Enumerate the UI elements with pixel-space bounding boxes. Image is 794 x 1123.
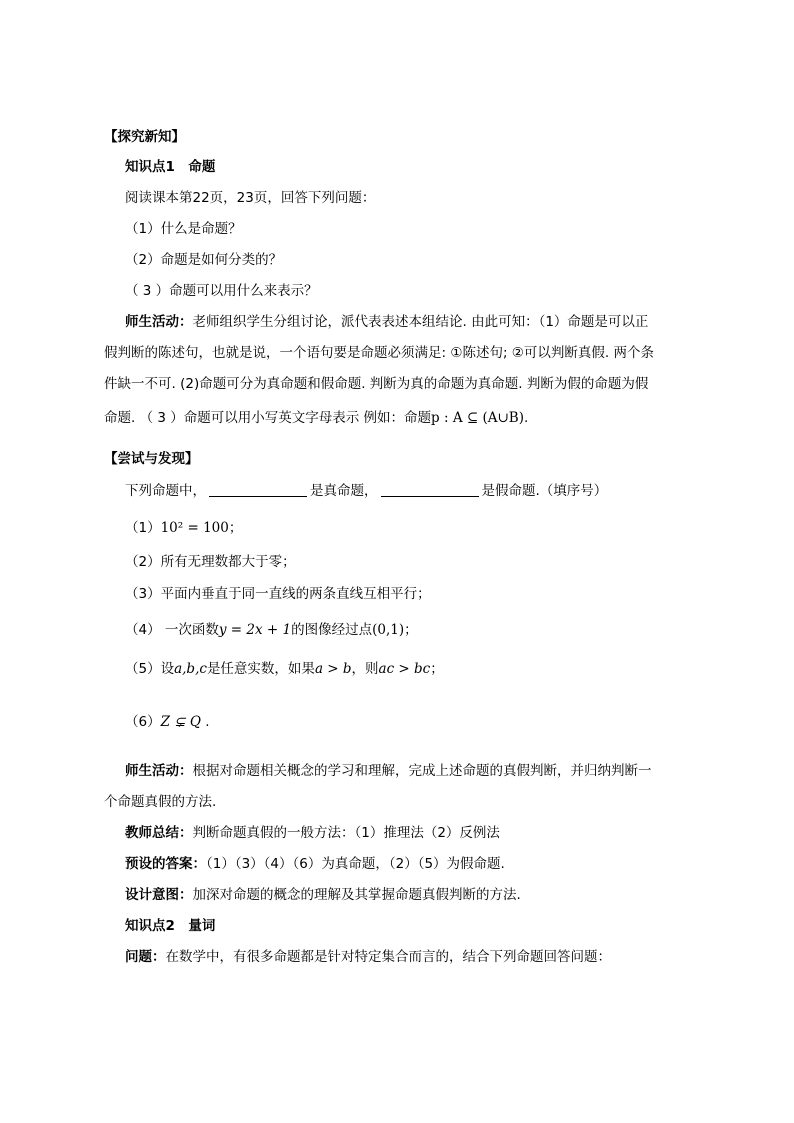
false-answer-blank [381, 482, 479, 497]
summary-text: 判断命题真假的一般方法：（1）推理法（2）反例法 [192, 825, 500, 841]
answer-label: 预设的答案： [125, 856, 206, 872]
activity-paragraph-line-2: 假判断的陈述句，也就是说，一个语句要是命题必须满足: ①陈述句; ②可以判断真假. 两个条 [104, 345, 654, 361]
intro-part-1: 下列命题中， [125, 483, 206, 499]
proposition-3: （3）平面内垂直于同一直线的两条直线互相平行； [125, 586, 431, 602]
true-answer-blank [209, 482, 307, 497]
item-5-mid2: ，则 [351, 661, 379, 677]
proposition-4 [125, 620, 418, 640]
activity2-label: 师生活动： [125, 763, 193, 779]
question-label: 问题： [125, 949, 166, 965]
item-5-label: （5）设 [125, 661, 175, 677]
question-2: （2）命题是如何分类的？ [125, 252, 283, 268]
item-4-label: （4） 一次函数 [125, 622, 219, 638]
item-4-end: ； [404, 622, 418, 638]
intro-part-3: 是假命题.（填序号） [481, 483, 608, 499]
teacher-summary [125, 823, 500, 843]
question-1: （1）什么是命题？ [125, 221, 242, 237]
item-5-conclusion: ac > bc [378, 661, 431, 677]
activity-paragraph-line-1 [125, 312, 648, 332]
question-3: （ 3 ）命题可以用什么来表示？ [125, 283, 318, 299]
design-intent [125, 885, 521, 905]
item-6-label: （6） [125, 714, 161, 730]
activity-text-4: 命题. （ 3 ）命题可以用小写英文字母表示 例如：命题 [104, 410, 432, 426]
knowledge-point-1-title: 知识点1 命题 [125, 159, 216, 175]
item-6-end: . [200, 714, 210, 730]
activity2-line-1 [125, 761, 652, 781]
item-4-point: (0,1) [372, 622, 405, 638]
activity-paragraph-line-4 [104, 408, 528, 428]
activity2-line-2: 个命题真假的方法. [104, 794, 217, 810]
proposition-5 [125, 659, 444, 679]
item-1-end: ； [228, 520, 243, 536]
answer-text: （1）（3）（4）（6）为真命题，（2）（5）为假命题. [206, 856, 505, 872]
item-5-vars: a,b,c [174, 661, 207, 677]
intent-label: 设计意图： [125, 887, 193, 903]
knowledge-point-2-title: 知识点2 量词 [125, 918, 216, 934]
proposition-6 [125, 712, 210, 732]
activity-text-4-end: . [523, 410, 529, 426]
section-heading-explore: 【探究新知】 [104, 129, 185, 145]
fill-in-instruction [125, 481, 607, 501]
activity-label: 师生活动： [125, 314, 193, 330]
item-6-math: Z ⊊ Q [160, 714, 201, 730]
item-1-label: （1） [125, 520, 161, 536]
preset-answer [125, 854, 505, 874]
item-5-mid: 是任意实数，如果 [206, 661, 315, 677]
summary-label: 教师总结： [125, 825, 193, 841]
proposition-1 [125, 518, 242, 538]
set-expression: p : A ⊆ (A∪B) [431, 410, 524, 426]
activity2-text: 根据对命题相关概念的学习和理解，完成上述命题的真假判断，并归纳判断一 [192, 763, 652, 779]
item-5-condition: a > b [314, 661, 352, 677]
question-text: 在数学中，有很多命题都是针对特定集合而言的，结合下列命题回答问题： [165, 949, 611, 965]
question-quantifier [125, 947, 611, 967]
section-heading-try: 【尝试与发现】 [104, 451, 199, 467]
intent-text: 加深对命题的概念的理解及其掌握命题真假判断的方法. [192, 887, 521, 903]
activity-text-1: 老师组织学生分组讨论，派代表表述本组结论. 由此可知：（1）命题是可以正 [192, 314, 649, 330]
intro-part-2: 是真命题， [310, 483, 378, 499]
item-1-math: 10² = 100 [160, 520, 229, 536]
activity-paragraph-line-3: 件缺一不可. (2)命题可分为真命题和假命题. 判断为真的命题为真命题. 判断为假的命题为假 [104, 376, 649, 392]
item-4-function: y = 2x + 1 [218, 622, 292, 638]
item-5-end: ； [430, 661, 444, 677]
reading-instruction: 阅读课本第22页，23页，回答下列问题： [125, 190, 376, 206]
proposition-2: （2）所有无理数都大于零； [125, 554, 296, 570]
item-4-mid: 的图像经过点 [291, 622, 373, 638]
